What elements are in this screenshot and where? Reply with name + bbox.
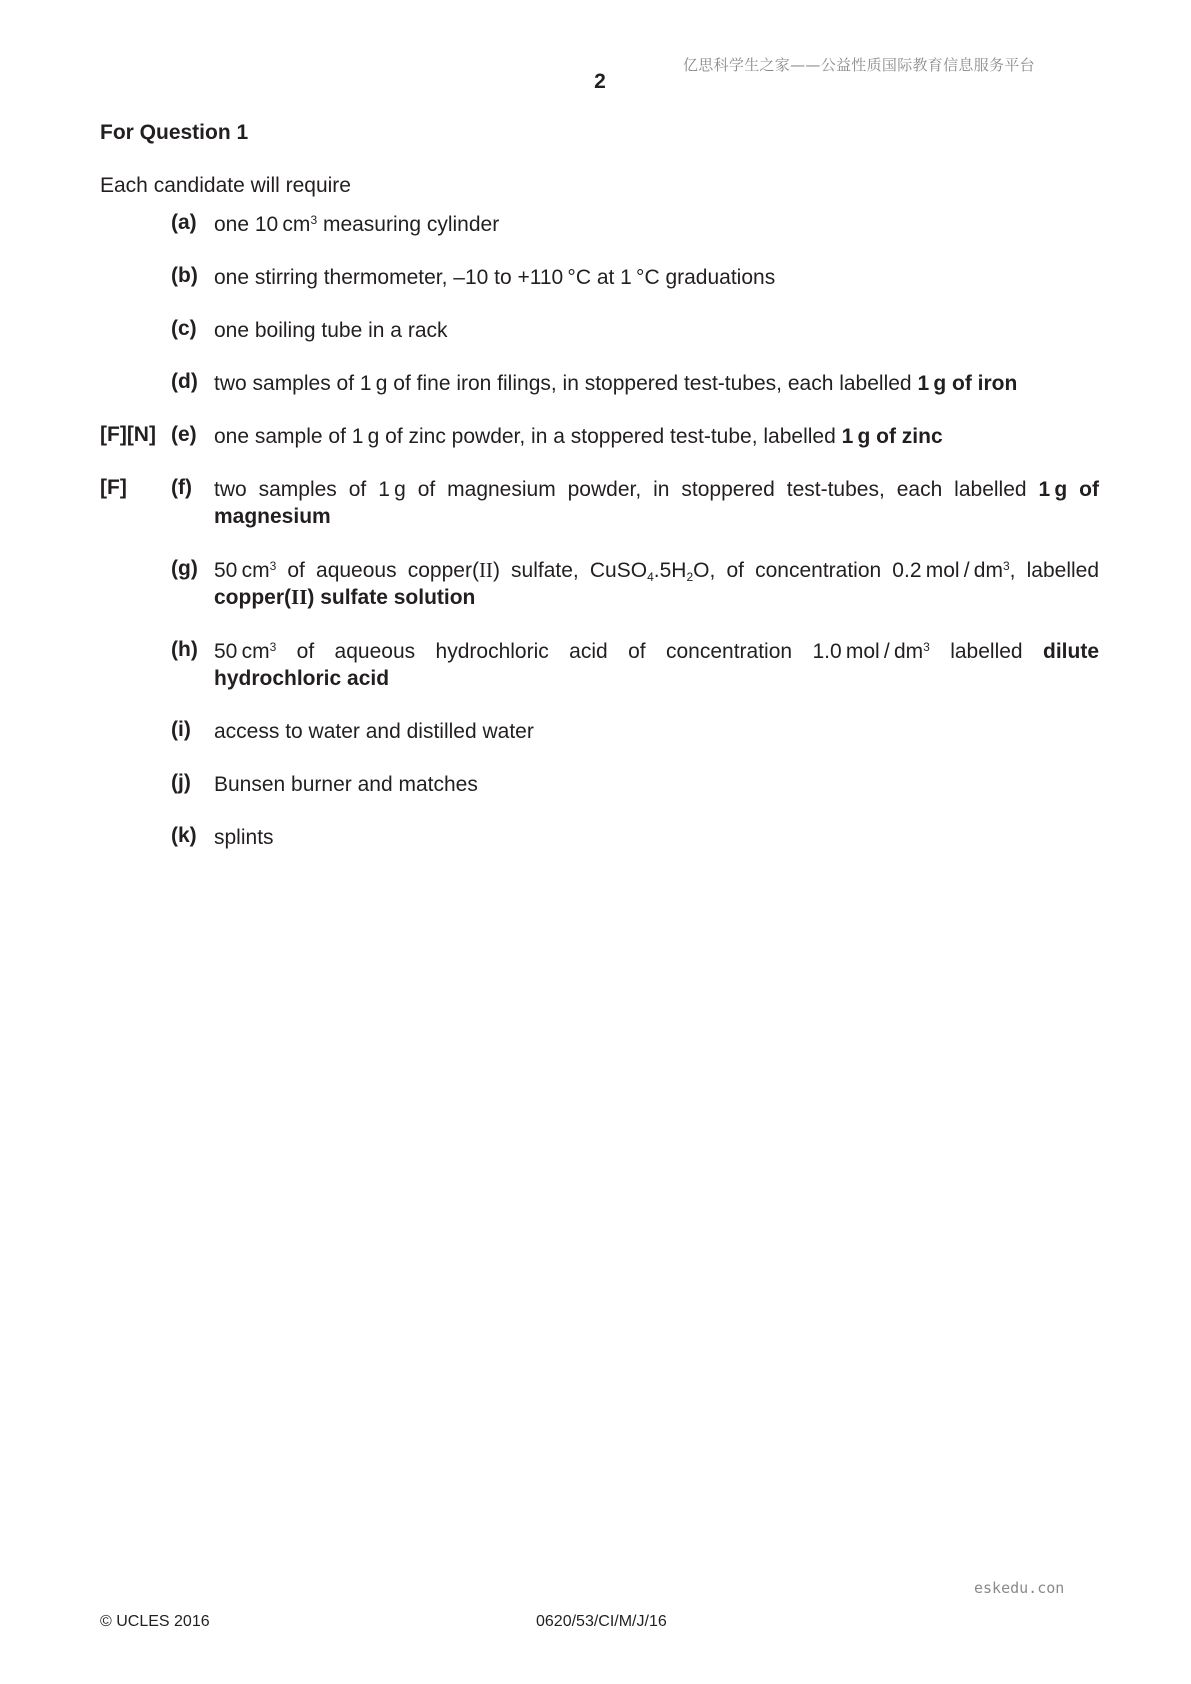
item-text: one boiling tube in a rack [214, 319, 448, 342]
item-text: one sample of 1 g of zinc powder, in a stoppered test-tube, labelled 1 g of zinc [214, 425, 943, 448]
item-letter: (h) [171, 638, 198, 661]
footer-copyright: © UCLES 2016 [100, 1613, 210, 1630]
footer-paper-code: 0620/53/CI/M/J/16 [536, 1613, 667, 1630]
item-text: 50 $cm^3$ of aqueous copper(II) sulfate, $CuSO_4.5H_2O$, of concentration 0.2 mol / $dm^3$, labelled copper(II) sulfate solution [214, 558, 1100, 609]
item-letter: (d) [171, 370, 198, 393]
header-watermark: 亿思科学生之家——公益性质国际教育信息服务平台 [683, 56, 1035, 74]
item-letter: (j) [171, 771, 191, 794]
item-letter: (c) [171, 317, 197, 340]
tier-label: [F][N] [100, 423, 156, 446]
item-letter: (b) [171, 264, 198, 287]
item-text: two samples of 1 g of magnesium powder, in stoppered test-tubes, each labelled 1 g of magnesium [214, 478, 1099, 528]
question-heading: For Question 1 [100, 121, 249, 144]
question-intro: Each candidate will require [100, 174, 351, 197]
item-text: two samples of 1 g of fine iron filings, in stoppered test-tubes, each labelled 1 g of iron [214, 372, 1018, 395]
item-letter: (f) [171, 476, 192, 499]
item-letter: (a) [171, 211, 197, 234]
footer-watermark: eskedu.con [974, 1579, 1065, 1597]
item-letter: (g) [171, 557, 198, 580]
tier-label: [F] [100, 476, 127, 499]
page-number: 2 [594, 70, 606, 93]
item-letter: (e) [171, 423, 197, 446]
item-letter: (i) [171, 718, 191, 741]
item-text: splints [214, 826, 274, 849]
item-text: Bunsen burner and matches [214, 773, 478, 796]
item-text: one 10 $cm^3$ measuring cylinder [214, 213, 500, 236]
item-text: one stirring thermometer, –10 to +110 °C at 1 °C graduations [214, 266, 776, 289]
item-letter: (k) [171, 824, 197, 847]
item-text: 50 $cm^3$ of aqueous hydrochloric acid of concentration 1.0 mol / $dm^3$ labelled dilute hydrochloric acid [214, 640, 1100, 690]
item-text: access to water and distilled water [214, 720, 534, 743]
